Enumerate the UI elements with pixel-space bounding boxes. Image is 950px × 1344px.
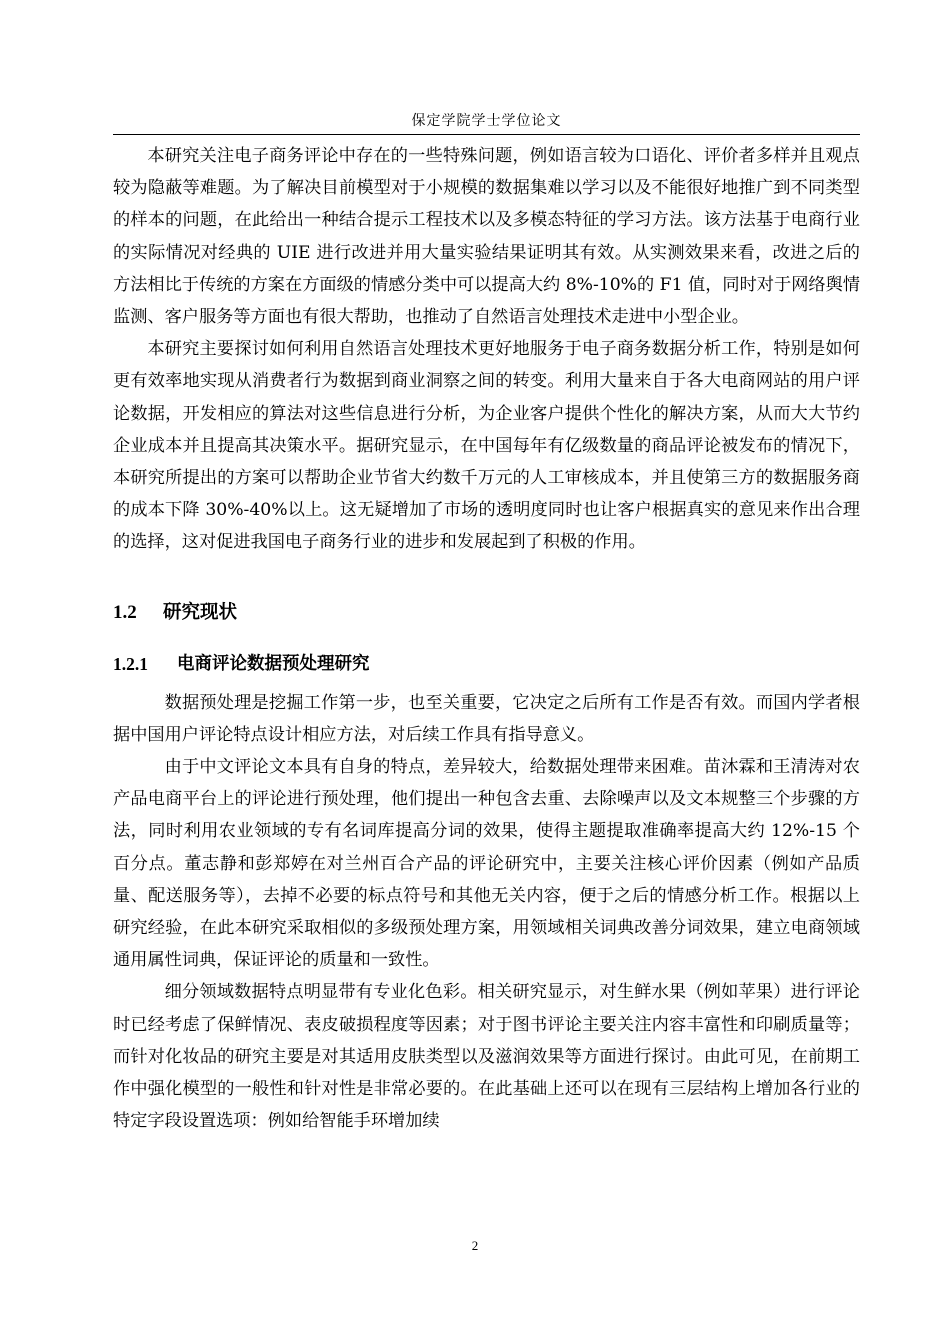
header-title: 保定学院学士学位论文 <box>411 113 562 129</box>
body-paragraph-1: 数据预处理是挖掘工作第一步，也至关重要，它决定之后所有工作是否有效。而国内学者根据中国用户评论特点设计相应方法，对后续工作具有指导意义。 <box>113 692 860 745</box>
page-header <box>113 108 860 135</box>
subsection-number: 1.2.1 <box>113 653 148 674</box>
subsection-title: 电商评论数据预处理研究 <box>177 653 370 674</box>
page-number: 2 <box>471 1238 479 1253</box>
section-title: 研究现状 <box>163 601 238 623</box>
body-paragraph-3: 细分领域数据特点明显带有专业化色彩。相关研究显示，对生鲜水果（例如苹果）进行评论时已经考虑了保鲜情况、表皮破损程度等因素；对于图书评论主要关注内容丰富性和印刷质量等；而针对化妆品的研究主要是对其适用皮肤类型以及滋润效果等方面进行探讨。由此可见，在前期工作中强化模型的一般性和针对性是非常必要的。在此基础上还可以在现有三层结构上增加各行业的特定字段设置选项：例如给智能手环增加续 <box>113 982 860 1132</box>
body-paragraph-2: 由于中文评论文本具有自身的特点，差异较大，给数据处理带来困难。苗沐霖和王清涛对农产品电商平台上的评论进行预处理，他们提出一种包含去重、去除噪声以及文本规整三个步骤的方法，同时利用农业领域的专有名词库提高分词的效果，使得主题提取准确率提高大约 12%-15 个百分点。董志静和彭郑婷在对兰州百合产品的评论研究中，主要关注核心评价因素（例如产品质量、配送服务等），去掉不必要的标点符号和其他无关内容，便于之后的情感分析工作。根据以上研究经验，在此本研究采取相似的多级预处理方案，用领域相关词典改善分词效果，建立电商领域通用属性词典，保证评论的质量和一致性。 <box>113 757 860 971</box>
intro-paragraph-1: 本研究关注电子商务评论中存在的一些特殊问题，例如语言较为口语化、评价者多样并且观点较为隐蔽等难题。为了解决目前模型对于小规模的数据集难以学习以及不能很好地推广到不同类型的样本的问题，在此给出一种结合提示工程技术以及多模态特征的学习方法。该方法基于电商行业的实际情况对经典的 UIE 进行改进并用大量实验结果证明其有效。从实测效果来看，改进之后的方法相比于传统的方案在方面级的情感分类中可以提高大约 8%-10%的 F1 值，同时对于网络舆情监测、客户服务等方面也有很大帮助，也推动了自然语言处理技术走进中小型企业。 <box>113 146 860 328</box>
section-heading <box>113 597 860 629</box>
subsection-heading <box>113 649 860 679</box>
intro-paragraph-2: 本研究主要探讨如何利用自然语言处理技术更好地服务于电子商务数据分析工作，特别是如何更有效率地实现从消费者行为数据到商业洞察之间的转变。利用大量来自于各大电商网站的用户评论数据，开发相应的算法对这些信息进行分析，为企业客户提供个性化的解决方案，从而大大节约企业成本并且提高其决策水平。据研究显示，在中国每年有亿级数量的商品评论被发布的情况下，本研究所提出的方案可以帮助企业节省大约数千万元的人工审核成本，并且使第三方的数据服务商的成本下降 30%-40%以上。这无疑增加了市场的透明度同时也让客户根据真实的意见来作出合理的选择，这对促进我国电子商务行业的进步和发展起到了积极的作用。 <box>113 339 860 553</box>
document-body <box>113 140 860 1137</box>
section-number: 1.2 <box>113 601 137 623</box>
